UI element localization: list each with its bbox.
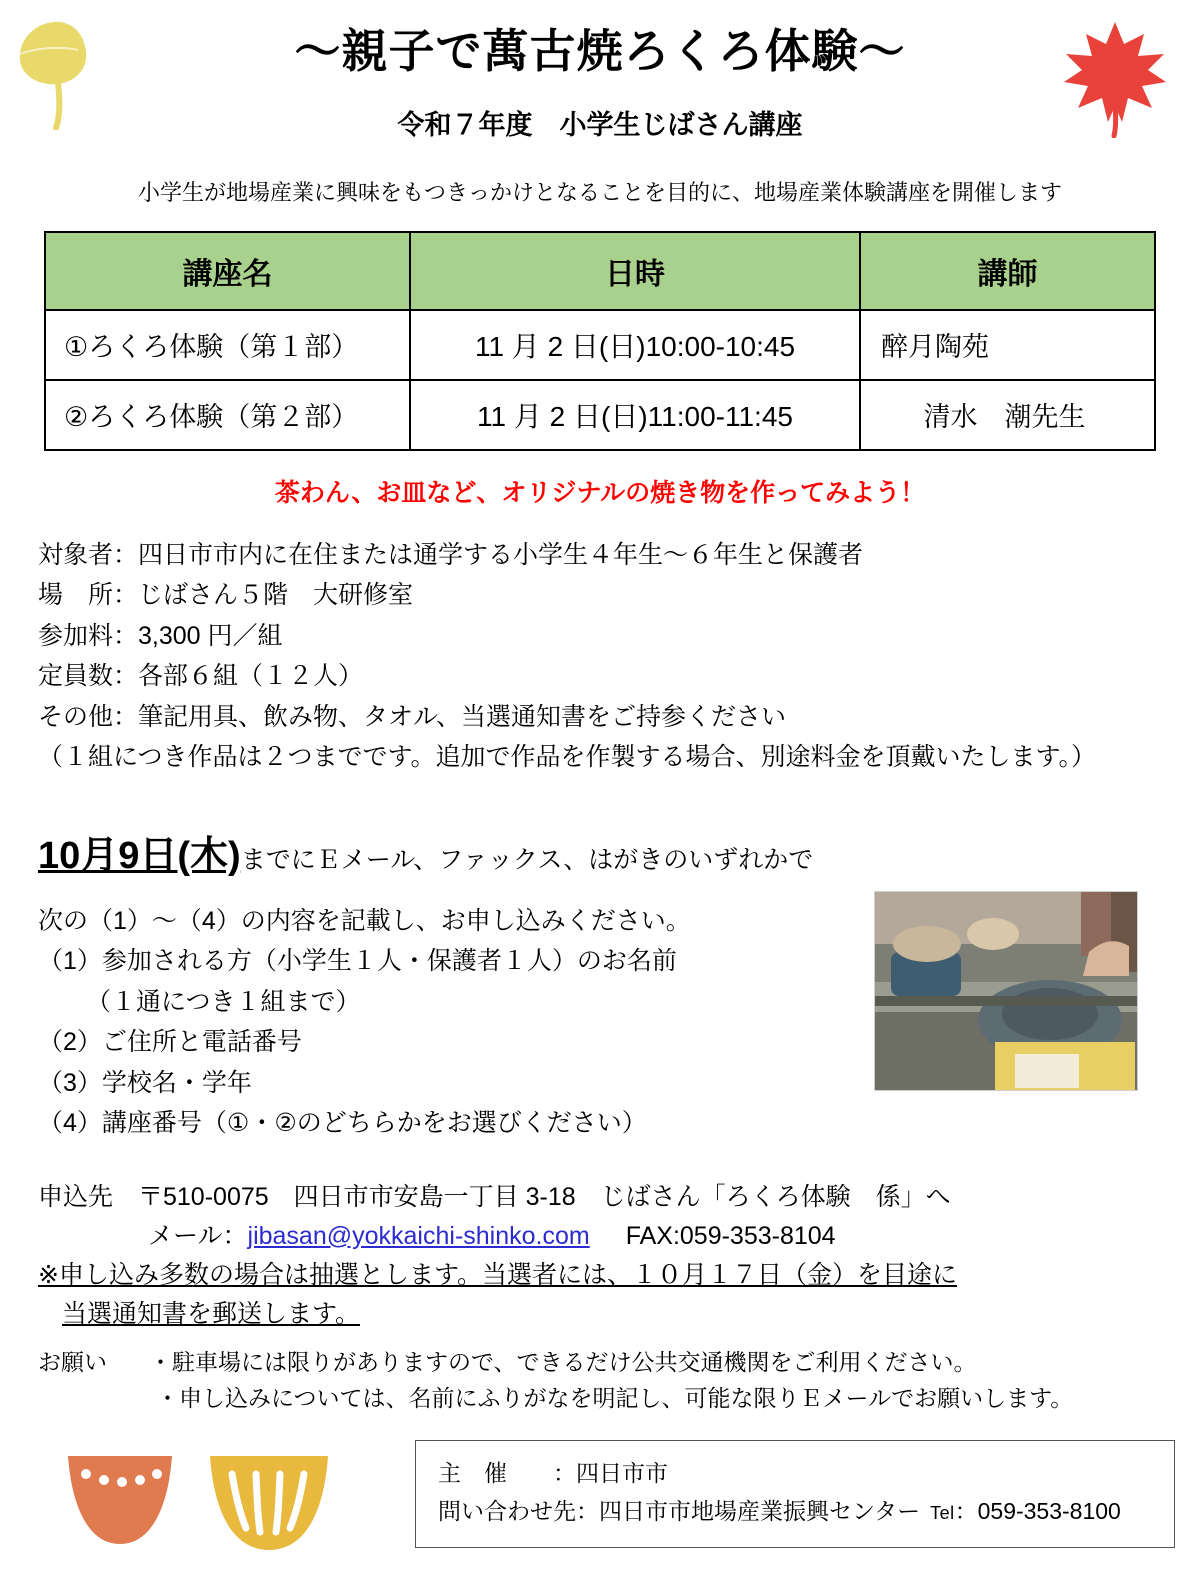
column-header-datetime: 日時 xyxy=(410,232,860,310)
apply-item-2: （2）ご住所と電話番号 xyxy=(38,1028,302,1057)
contact-block xyxy=(38,1178,1200,1334)
footer-tel: ：059-353-8100 xyxy=(954,1497,1121,1524)
maple-leaf-icon xyxy=(1060,18,1170,138)
column-header-teacher: 講師 xyxy=(860,232,1155,310)
contact-mail-line xyxy=(148,1217,1200,1256)
apply-item-1: （1）参加される方（小学生１人・保護者１人）のお名前 xyxy=(38,947,677,976)
detail-note: （１組につき作品は２つまでです。追加で作品を作製する場合、別途料金を頂戴いたします。） xyxy=(38,743,1097,772)
deadline-date: 10月9日(木) xyxy=(38,834,241,877)
page-title: 〜親子で萬古焼ろくろ体験〜 xyxy=(294,25,906,77)
request-text-2: ・申し込みについては、名前にふりがなを明記し、可能な限りＥメールでお願いします。 xyxy=(156,1385,1074,1412)
fax-number: FAX:059-353-8104 xyxy=(625,1221,836,1250)
detail-other: その他：筆記用具、飲み物、タオル、当選通知書をご持参ください xyxy=(38,702,787,731)
request-line-1 xyxy=(38,1344,1200,1381)
apply-item-3: （3）学校名・学年 xyxy=(38,1068,252,1097)
detail-capacity: 定員数：各部６組（１２人） xyxy=(38,662,364,691)
request-label: お願い xyxy=(38,1348,107,1375)
detail-place: 場 所：じばさん５階 大研修室 xyxy=(38,581,414,610)
lead-text: 小学生が地場産業に興味をもつきっかけとなることを目的に、地場産業体験講座を開催します xyxy=(137,179,1062,205)
lottery-note-line1: ※申し込み多数の場合は抽選とします。当選者には、１０月１７日（金）を目途に xyxy=(38,1260,957,1289)
footer-info-box xyxy=(415,1440,1175,1548)
apply-item-4: （4）講座番号（①・②のどちらかをお選びください） xyxy=(38,1109,647,1138)
footer-inquiry: 四日市市地場産業振興センター xyxy=(599,1497,921,1524)
course-name: ②ろくろ体験（第２部） xyxy=(45,380,410,450)
pottery-bowls-icon xyxy=(60,1440,380,1560)
pottery-wheel-photo xyxy=(874,891,1138,1091)
request-text-1: ・駐車場には限りがありますので、できるだけ公共交通機関をご利用ください。 xyxy=(149,1348,977,1375)
footer-tel-label: Tel xyxy=(930,1502,955,1523)
apply-intro: 次の（1）〜（4）の内容を記載し、お申し込みください。 xyxy=(38,906,691,935)
footer-organizer-line xyxy=(438,1455,1174,1493)
deadline-line xyxy=(38,824,1200,879)
table-header-row xyxy=(45,232,1155,310)
details-block xyxy=(38,535,1200,778)
footer-inquiry-label: 問い合わせ先： xyxy=(438,1497,599,1524)
course-teacher: 清水 潮先生 xyxy=(860,380,1155,450)
lottery-note-line2: 当選通知書を郵送します。 xyxy=(62,1299,361,1328)
footer-organizer: 四日市市 xyxy=(576,1460,668,1486)
request-block xyxy=(38,1344,1200,1418)
deadline-text: までにＥメール、ファックス、はがきのいずれかで xyxy=(240,845,814,874)
footer-inquiry-line xyxy=(438,1493,1174,1531)
course-teacher: 醉月陶苑 xyxy=(860,310,1155,380)
ginkgo-leaf-icon xyxy=(8,10,108,130)
mail-label: メール： xyxy=(148,1221,248,1250)
email-link[interactable]: jibasan@yokkaichi-shinko.com xyxy=(247,1221,590,1250)
course-table xyxy=(44,231,1156,451)
detail-fee: 参加料：3,300 円／組 xyxy=(38,621,283,650)
contact-address: 申込先 〒510-0075 四日市市安島一丁目 3-18 じばさん「ろくろ体験 係」へ xyxy=(38,1182,951,1211)
page-subtitle: 令和７年度 小学生じばさん講座 xyxy=(397,109,803,140)
course-name: ①ろくろ体験（第１部） xyxy=(45,310,410,380)
table-row xyxy=(45,310,1155,380)
highlight-text: 茶わん、お皿など、オリジナルの焼き物を作ってみよう！ xyxy=(274,478,926,507)
apply-item-1-note: （１通につき１組まで） xyxy=(86,987,361,1016)
footer-organizer-label: 主 催 ： xyxy=(438,1460,576,1486)
apply-instructions xyxy=(38,901,848,1144)
column-header-name: 講座名 xyxy=(45,232,410,310)
course-datetime: 11 月 2 日(日)10:00-10:45 xyxy=(410,310,860,380)
course-datetime: 11 月 2 日(日)11:00-11:45 xyxy=(410,380,860,450)
detail-target: 対象者：四日市市内に在住または通学する小学生４年生〜６年生と保護者 xyxy=(38,540,864,569)
table-row xyxy=(45,380,1155,450)
